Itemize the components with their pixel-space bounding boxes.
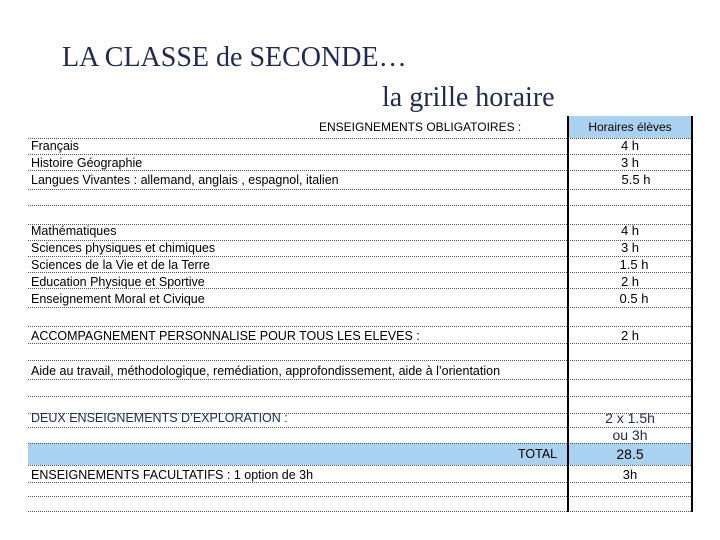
hours-value: 3 h bbox=[620, 155, 640, 170]
hours-value: 5.5 h bbox=[621, 172, 651, 187]
row-divider bbox=[28, 496, 693, 497]
row-divider bbox=[28, 465, 693, 466]
subject-label: Sciences de la Vie et de la Terre bbox=[31, 258, 210, 272]
hours-value: 3 h bbox=[620, 240, 640, 255]
row-divider bbox=[28, 396, 693, 397]
total-label: TOTAL bbox=[518, 447, 558, 461]
subject-label: Mathématiques bbox=[31, 224, 117, 238]
subject-label: Français bbox=[31, 139, 79, 153]
accompaniment-hours: 2 h bbox=[620, 328, 640, 343]
subject-label: Sciences physiques et chimiques bbox=[31, 241, 216, 255]
exploration-hours-line2: ou 3h bbox=[612, 427, 648, 443]
accompaniment-description: Aide au travail, méthodologique, remédiation, approfondissement, aide à l’orientation bbox=[31, 364, 501, 378]
hours-column-header: Horaires élèves bbox=[588, 120, 672, 134]
subject-label: Langues Vivantes : allemand, anglais , espagnol, italien bbox=[31, 173, 339, 187]
total-hours: 28.5 bbox=[616, 446, 644, 462]
timetable bbox=[28, 116, 693, 512]
row-divider bbox=[28, 443, 693, 444]
row-divider bbox=[28, 307, 693, 308]
optional-row bbox=[31, 467, 313, 483]
hours-value: 4 h bbox=[620, 223, 640, 238]
row-divider bbox=[28, 511, 693, 512]
optional-hours: 3h bbox=[622, 467, 638, 482]
page-title: LA CLASSE de SECONDE… bbox=[62, 42, 407, 73]
optional-label: ENSEIGNEMENTS FACULTATIFS : bbox=[31, 468, 231, 482]
optional-detail: 1 option de 3h bbox=[230, 468, 314, 482]
section-header: ENSEIGNEMENTS OBLIGATOIRES : bbox=[319, 120, 522, 134]
row-divider bbox=[28, 379, 693, 380]
hours-value: 2 h bbox=[620, 274, 640, 289]
row-divider bbox=[28, 205, 693, 206]
hours-value: 0.5 h bbox=[619, 291, 649, 306]
subject-label: Enseignement Moral et Civique bbox=[31, 292, 205, 306]
row-divider bbox=[28, 189, 693, 190]
hours-value: 4 h bbox=[620, 138, 640, 153]
row-divider bbox=[28, 360, 693, 361]
subject-label: Histoire Géographie bbox=[31, 156, 143, 170]
table-right-border bbox=[691, 116, 693, 512]
exploration-hours-line1: 2 x 1.5h bbox=[605, 410, 655, 426]
row-divider bbox=[28, 326, 693, 327]
hours-value: 1.5 h bbox=[619, 257, 649, 272]
accompaniment-label: ACCOMPAGNEMENT PERSONNALISE POUR TOUS LES ELEVES : bbox=[31, 329, 420, 343]
exploration-label: DEUX ENSEIGNEMENTS D’EXPLORATION : bbox=[31, 411, 288, 425]
page-subtitle: la grille horaire bbox=[382, 82, 555, 113]
subject-label: Education Physique et Sportive bbox=[31, 275, 205, 289]
